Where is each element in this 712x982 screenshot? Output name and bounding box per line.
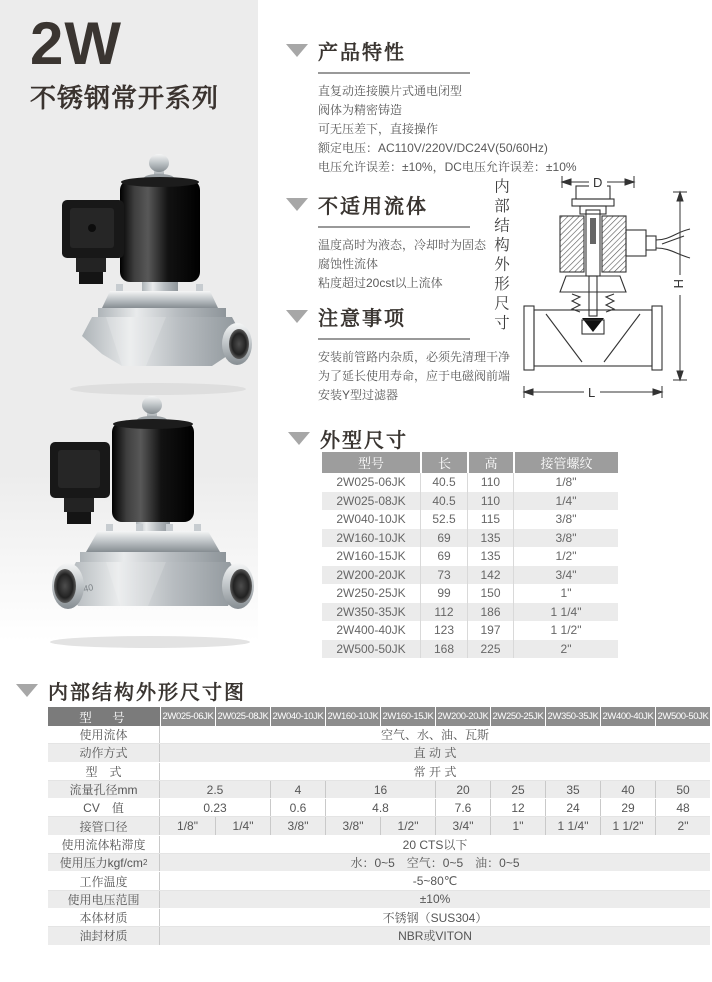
thread-cell: 1" [513,584,618,603]
product-photo-bottom [36,392,261,650]
model-header: 2W200-20JK [435,707,490,726]
thread-cell: 1/2" [513,547,618,566]
thread-cell: 1/8" [513,473,618,492]
table-row [322,621,618,640]
title-underline [318,72,470,74]
model-header: 2W025-08JK [215,707,270,726]
value-cell: 0.23 [203,800,227,815]
port-stamp-text: 40 [82,582,95,594]
thread-cell: 3/8" [513,529,618,548]
section-title: 注意事项 [318,308,406,330]
dim-label-d: D [593,175,603,190]
section-marker-icon [288,432,310,445]
spec-row-type [48,763,710,781]
value-cell: 0.6 [270,799,325,816]
table-row [322,566,618,585]
value-cell: 2.5 [206,782,224,797]
brand-block [30,12,219,115]
model-cell: 2W200-20JK [336,567,406,582]
row-label: 油封材质 [48,927,160,944]
section-marker-icon [286,44,308,57]
spec-row-voltage [48,891,710,909]
feature-line: 额定电压：AC110V/220V/DC24V(50/60Hz) [318,141,548,155]
model-cell: 2W160-10JK [336,530,406,545]
model-header: 2W160-15JK [380,707,435,726]
row-label: 使用电压范围 [48,891,160,908]
model-header: 2W500-50JK [655,707,710,726]
row-label: 使用流体 [48,726,160,743]
precaution-line: 为了延长使用寿命，应于电磁阀前端 [318,369,511,383]
precaution-line: 安装Y型过滤器 [318,388,399,402]
height-cell: 110 [467,492,513,511]
section-features [286,36,577,177]
title-underline [318,226,470,228]
length-cell: 69 [420,529,467,548]
section-title: 外型尺寸 [320,430,408,452]
row-value: ±10% [419,892,451,907]
row-label: 接管口径 [48,817,160,834]
section-unsuitable-fluids [286,190,486,293]
row-cells [160,799,710,816]
length-cell: 73 [420,566,467,585]
row-value: 不锈钢（SUS304） [382,911,488,926]
unsuitable-fluids-text [318,236,486,293]
spec-row-body-material [48,909,710,927]
precautions-text [318,348,510,405]
column-header: 高 [467,452,513,473]
value-cell: 7.6 [435,799,490,816]
title-underline [318,338,470,340]
section-title: 内部结构外形尺寸图 [48,682,246,704]
length-cell: 123 [420,621,467,640]
column-header: 接管螺纹 [513,452,618,473]
height-cell: 197 [467,621,513,640]
table-row [322,529,618,548]
row-label: 使用流体粘滞度 [48,836,160,853]
length-cell: 99 [420,584,467,603]
row-cells [160,781,710,798]
model-cell: 2W350-35JK [336,604,406,619]
row-label: 动作方式 [48,744,160,761]
length-cell: 112 [420,603,467,622]
thread-cell: 2" [513,640,618,659]
fluid-line: 粘度超过20cst以上流体 [318,276,443,290]
value-cell: 35 [545,781,600,798]
row-value: 水：0~5 空气：0~5 油：0~5 [350,856,520,871]
model-cell: 2W160-15JK [336,549,406,564]
spec-row-temperature [48,872,710,890]
section-spec [16,676,246,705]
length-cell: 40.5 [420,492,467,511]
spec-row-seal-material [48,927,710,945]
model-header: 2W040-10JK [270,707,325,726]
row-label [48,854,160,871]
thread-cell: 3/4" [513,566,618,585]
feature-line: 电压允许误差：±10%，DC电压允许误差：±10% [318,160,577,174]
model-cell: 2W040-10JK [336,512,406,527]
dim-label-h: H [671,279,686,289]
value-cell: 2" [655,817,710,834]
row-value: NBR或VITON [398,929,472,944]
table-row [322,510,618,529]
length-cell: 69 [420,547,467,566]
table-row [322,603,618,622]
height-cell: 142 [467,566,513,585]
spec-table-header [48,707,710,726]
section-precautions [286,302,510,405]
fluid-line: 温度高时为液态，冷却时为固态 [318,238,487,252]
length-cell: 168 [420,640,467,659]
height-cell: 225 [467,640,513,659]
height-cell: 115 [467,510,513,529]
section-title: 产品特性 [318,42,406,64]
drawing-vertical-label: 内部结构外形尺寸 [492,178,509,334]
column-header: 长 [420,452,467,473]
value-cell: 1/8" [177,819,198,834]
table-row [322,473,618,492]
value-cell: 1" [490,817,545,834]
row-label: CV 值 [48,799,160,816]
feature-line: 阀体为精密铸造 [318,103,403,117]
row-label: 工作温度 [48,872,160,889]
length-cell: 40.5 [420,473,467,492]
table-row [322,492,618,511]
row-label: 流量孔径mm [48,781,160,798]
feature-line: 直复动连接膜片式通电闭型 [318,84,463,98]
dim-label-l: L [588,385,596,400]
outline-dimensions-table [322,452,618,658]
model-cell: 2W250-25JK [336,586,406,601]
table-row [322,584,618,603]
row-value: 直 动 式 [413,746,457,761]
section-marker-icon [286,310,308,323]
column-header: 型号 [357,456,384,471]
value-cell: 1/2" [380,817,435,834]
product-photo-top [46,148,258,396]
model-cell: 2W025-06JK [336,475,406,490]
section-marker-icon [286,198,308,211]
model-header-label: 型 号 [48,707,160,726]
value-cell: 3/4" [435,817,490,834]
model-header: 2W400-40JK [600,707,655,726]
pressure-label-text: 使用压力kgf/cm [59,856,143,871]
row-label: 型 式 [48,763,160,780]
dim-table-header [322,452,618,473]
thread-cell: 3/8" [513,510,618,529]
specifications-table [48,707,710,946]
model-cell: 2W025-08JK [336,493,406,508]
value-cell: 1 1/4" [545,817,600,834]
pressure-label-sup: 2 [142,858,148,868]
length-cell: 52.5 [420,510,467,529]
value-cell: 3/8" [325,817,380,834]
series-name: 不锈钢常开系列 [30,83,220,113]
value-cell: 25 [490,781,545,798]
spec-row-orifice [48,781,710,799]
model-header: 2W025-06JK [160,707,215,726]
features-text [318,82,577,177]
row-label: 本体材质 [48,909,160,926]
height-cell: 110 [467,473,513,492]
spec-row-fluid [48,726,710,744]
height-cell: 135 [467,529,513,548]
height-cell: 150 [467,584,513,603]
feature-line: 可无压差下，直接操作 [318,122,439,136]
series-code: 2W [30,10,122,77]
spec-row-pressure [48,854,710,872]
model-cell: 2W500-50JK [336,641,406,656]
thread-cell: 1 1/4" [513,603,618,622]
height-cell: 135 [467,547,513,566]
model-header: 2W250-25JK [490,707,545,726]
spec-row-action [48,744,710,762]
model-cell: 2W400-40JK [336,623,406,638]
row-cells [160,817,710,834]
value-cell: 50 [655,781,710,798]
value-cell: 16 [325,781,435,798]
value-cell: 29 [600,799,655,816]
table-row [322,547,618,566]
fluid-line: 腐蚀性流体 [318,257,379,271]
row-value: -5~80℃ [412,874,458,889]
row-value: 常 开 式 [413,764,457,779]
height-cell: 186 [467,603,513,622]
row-value: 20 CTS以下 [402,837,468,852]
table-row [322,640,618,659]
value-cell: 4.8 [325,799,435,816]
model-header: 2W160-10JK [325,707,380,726]
value-cell: 12 [490,799,545,816]
section-marker-icon [16,684,38,697]
spec-row-port [48,817,710,835]
spec-row-viscosity [48,836,710,854]
row-value: 空气、水、油、瓦斯 [380,728,489,743]
thread-cell: 1 1/2" [513,621,618,640]
value-cell: 40 [600,781,655,798]
value-cell: 24 [545,799,600,816]
value-cell: 20 [435,781,490,798]
value-cell: 1/4" [215,817,270,834]
thread-cell: 1/4" [513,492,618,511]
section-title: 不适用流体 [318,196,428,218]
value-cell: 4 [270,781,325,798]
section-outline-dims [288,424,408,453]
value-cell: 1 1/2" [600,817,655,834]
precaution-line: 安装前管路内杂质，必须先清理干净 [318,350,511,364]
model-header: 2W350-35JK [545,707,600,726]
spec-row-cv [48,799,710,817]
technical-drawing [512,170,710,408]
value-cell: 3/8" [270,817,325,834]
value-cell: 48 [655,799,710,816]
